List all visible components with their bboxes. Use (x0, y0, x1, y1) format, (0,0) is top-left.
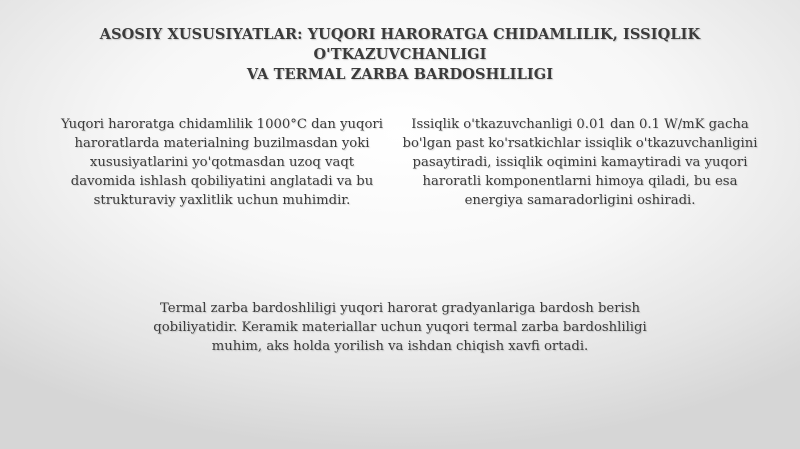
slide-title-line-2: VA TERMAL ZARBA BARDOSHLILIGI (246, 66, 554, 83)
slide-title-line-1: ASOSIY XUSUSIYATLAR: YUQORI HARORATGA CHIDAMLILIK, ISSIQLIK O'TKAZUVCHANLIGI (99, 26, 701, 63)
slide-title (20, 25, 780, 85)
thermal-shock-resistance-paragraph: Termal zarba bardoshliligi yuqori harorat gradyanlariga bardosh berish qobiliyatidir. Keramik materiallar uchun yuqori termal zarba bardoshliligi muhim, aks holda yorilish va ishdan chiqish xavfi ortadi. (153, 301, 647, 354)
high-temperature-resistance-paragraph: Yuqori haroratga chidamlilik 1000°C dan yuqori haroratlarda materialning buzilmasdan yoki xususiyatlarini yo'qotmasdan uzoq vaqt davomida ishlash qobiliyatini anglatadi va bu strukturaviy yaxlitlik uchun muhimdir. (61, 117, 383, 208)
thermal-conductivity-paragraph: Issiqlik o'tkazuvchanligi 0.01 dan 0.1 W/mK gacha bo'lgan past ko'rsatkichlar issiqlik o'tkazuvchanligini pasaytiradi, issiqlik oqimini kamaytiradi va yuqori haroratli komponentlarni himoya qiladi, bu esa energiya samaradorligini oshiradi. (402, 117, 758, 208)
